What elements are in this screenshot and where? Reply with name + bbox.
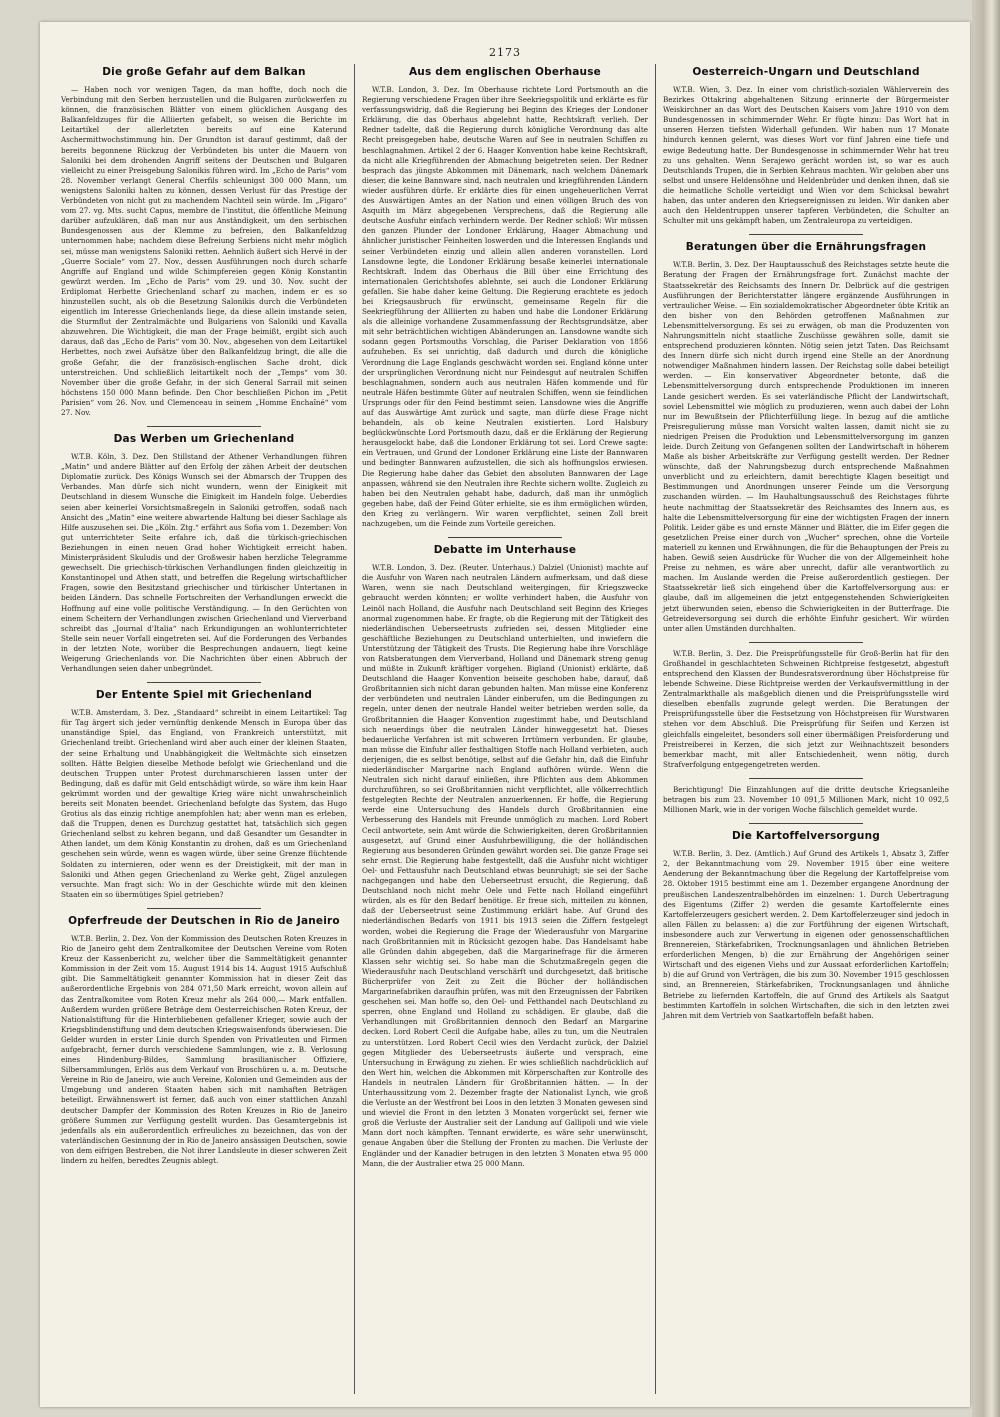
column-2	[355, 60, 655, 1400]
column-1	[54, 60, 354, 1400]
headline: Beratungen über die Ernährungsfragen	[685, 241, 927, 254]
headline: Debatte im Unterhause	[433, 544, 577, 557]
columns	[54, 60, 956, 1400]
divider	[448, 537, 562, 538]
headline: Aus dem englischen Oberhause	[408, 66, 601, 78]
divider	[749, 642, 863, 643]
article-preispruefung	[663, 649, 949, 770]
headline: Oesterreich-Ungarn und Deutschland	[692, 66, 920, 78]
article-balkan	[61, 66, 347, 418]
divider	[749, 778, 863, 779]
article-body: Berichtigung! Die Einzahlungen auf die dritte deutsche Kriegsanleihe betragen bis zum 23. November 10 091,5 Millionen Mark, nicht 10 092,5 Millionen Mark, wie in der vorigen Woche fälschlich gemeldet wurde.	[663, 784, 949, 815]
article-rio	[61, 915, 347, 1166]
divider	[749, 823, 863, 824]
article-body: W.T.B. Amsterdam, 3. Dez. „Standaard“ schreibt in einem Leitartikel: Tag für Tag ärgert sich jeder vernünftig denkende Mensch in Europa über das unanständige Spiel, das England, von Frankreich unterstützt, mit Griechenland treibt. Griechenland wird aber auch einer der kleinen Staaten, der seine Erhaltung und Unabhängigkeit die Weltmächte sich einsetzen sollten. Hätte Belgien dieselbe Methode befolgt wie Griechenland und die deutschen Truppen unter Protest durchmarschieren lassen unter der Bedingung, daß es dafür mit Geld entschädigt würde, so wäre ihm kein Haar gekrümmt worden und der gewaltige Krieg wäre nicht unwahrscheinlich bereits seit Monaten beendet. Griechenland befolgte das System, das Hugo Grotius als das einzig richtige anempfohlen hat; aber wenn man es erleben, daß die Truppen, denen es Durchzug gestattet hat, tatsächlich sich gegen Griechenland selbst zu kehren begann, und daß Gesandter um Gesandter in Athen landet, um dem König Konstantin zu drohen, daß es um Griechenland geschehen sein würde, wenn es wagen würde, über seine Grenze flüchtende Soldaten zu internieren, oder wenn es der Dreistigkeit, mit der man in Saloniki und Athen gegen Griechenland zu Werke geht, Zügel anzulegen versuchte. Man fragt sich: Wo in der Geschichte würde mit den kleinen Staaten ein so übermütiges Spiel getrieben?	[61, 708, 347, 899]
article-body: — Haben noch vor wenigen Tagen, da man hoffte, doch noch die Verbindung mit den Serben herzustellen und die Bulgaren zurückwerfen zu können, die französischen Blätter von einem glücklichen Ausgang des Balkanfeldzuges für die Alliierten gefabelt, so weisen die Berichte im Leitartikel der allerletzten bereits auf eine Katerund Aschermittwochstimmung hin. Der Grundton ist darauf gestimmt, daß der bereits begonnene Rückzug der Verbündeten bis unter die Mauern von Saloniki bei dem drohenden Angriff seitens der Deutschen und Bulgaren vielleicht zu einer Preisgebung Salonikis führen wird. Im „Echo de Paris“ vom 28. November verlangt General Cherfils schleunigst 300 000 Mann, um wenigstens Saloniki halten zu können, dessen Verlust für das Prestige der Verbündeten von nicht gut zu machendem Nachteil sein würde. Im „Figaro“ vom 27. vg. Mts. sucht Capus, membre de l'institut, die öffentliche Meinung darüber aufzuklären, daß man nur aus Anständigkeit, um den serbischen Bundesgenossen aus der Klemme zu befreien, den Balkanfeldzug unternommen habe; nachdem diese Befreiung Serbiens nicht mehr möglich sei, müsse man wenigstens Saloniki retten. Aehnlich äußert sich Hervé in der „Guerre Sociale“ vom 27. Nov., dessen Ausführungen noch durch scharfe Angriffe auf England und wilde Schimpfereien gegen König Konstantin gewürzt werden. Im „Echo de Paris“ vom 29. und 30. Nov. sucht der Erdiplomat Herbette Griechenland scharf zu machen, indem er es so hinzustellen sucht, als ob die Besetzung Salonikis durch die Verbündeten eigentlich im Interesse Griechenlands liege, da diese allein imstande seien, die Sturmflut der Zentralmächte und Bulgariens von Saloniki und Kavalla abzuwehren. Die Wichtigkeit, die man der Frage beimißt, ergibt sich auch daraus, daß das „Echo de Paris“ vom 30. Nov., abgesehen von dem Leitartikel Herbettes, noch zwei Aufsätze über den Balkanfeldzug bringt, die alle die große Gefahr, die der französisch-englischen Sache droht, dick unterstreichen. Und schließlich leitartikelt noch der „Temps“ vom 30. November über die große Gefahr, in der sich General Sarrail mit seinen höchstens 150 000 Mann befinde. Den Chor beschließen Pichon im „Petit Parisien“ vom 26. Nov. und Clemenceau in seinem „Homme Enchaîné“ vom 27. Nov.	[61, 85, 347, 417]
article-entente	[61, 689, 347, 900]
article-oberhaus	[362, 66, 648, 529]
article-body: W.T.B. Köln, 3. Dez. Den Stillstand der Athener Verhandlungen führen „Matin“ und andere Blätter auf den Erfolg der zähen Arbeit der deutschen Diplomatie zurück. Des Königs Wunsch sei der Abmarsch der Truppen des Verbandes. Man dürfe sich nicht wundern, wenn der Einigkeit mit Deutschland in diesem Wunsche die Einigkeit im Handeln folge. Ueberdies seien aber keinerlei Vorsichtsmaßregeln in Saloniki getroffen, sodaß nach Ansicht des „Matin“ eine weitere abwartende Haltung bei dieser Sachlage als Hilfe auszusehen sei. Die „Köln. Ztg.“ erfährt aus Sofia vom 1. Dezember: Von gut unterrichteter Seite erfahre ich, daß die türkisch-griechischen Beziehungen in einen neuen Grad hoher Wichtigkeit erreicht haben. Ministerpräsident Skuludis und der Großwesir haben herzliche Telegramme gewechselt. Die griechisch-türkischen Verhandlungen finden gleichzeitig in Konstantinopel und Athen statt, und betreffen die Regelung wirtschaftlicher Fragen, sowie den Besitzstand griechischer und türkischer Untertanen in beiden Ländern. Das schnelle Fortschreiten der Verhandlungen erweckt die Hoffnung auf eine volle politische Verständigung. — In den Gerüchten von einem Scheitern der Verhandlungen zwischen Griechenland und Vierverband schreibt das „Journal d'Italia“ nach Erkundigungen an wohlunterrichteter Stelle sein neuer Vorfall eingetreten sei. Auf die Forderungen des Verbandes in der letzten Note, worüber die Besprechungen andauern, liegt keine Weigerung Griechenlands vor. Die Nachrichten über einen Abbruch der Verhandlungen seien daher unbegründet.	[61, 452, 347, 674]
article-griechenland	[61, 433, 347, 674]
headline: Die Kartoffelversorgung	[732, 830, 880, 843]
divider	[147, 908, 261, 909]
article-berichtigung	[663, 785, 949, 815]
page-edge	[972, 0, 1000, 1417]
article-kartoffel	[663, 830, 949, 1021]
article-body: W.T.B. Berlin, 3. Dez. (Amtlich.) Auf Grund des Artikels 1, Absatz 3, Ziffer 2, der Bekanntmachung vom 29. November 1915 über eine weitere Aenderung der Bekanntmachung über die Regelung der Kartoffelpreise vom 28. Oktober 1915 bestimmt eine am 1. Dezember ergangene Anordnung der preußischen Landeszentralbehörden im einzelnen: 1. Durch Uebertragung des Eigentums (Ziffer 2) werden die gesamte Kartoffelernte eines Kartoffelerzeugers gesichert werden. 2. Dem Kartoffelerzeuger sind jedoch in allen Fällen zu belassen: a) die zur Fortführung der eigenen Wirtschaft, insbesondere auch zur Verwertung in eigenen oder genossenschaftlichen Brennereien, Stärkefabriken, Trocknungsanlagen und ähnlichen Betrieben erforderlichen Mengen, b) die zur Ernährung der Angehörigen seiner Wirtschaft und des eigenen Viehs und zur Aussaat erforderlichen Kartoffeln; b) die auf Grund von Verträgen, die bis zum 30. November 1915 geschlossen sind, an Brennereien, Stärkefabriken, Trocknungsanlagen und ähnliche Betriebe zu liefernden Kartoffeln, die auf Grund des Artikels als Saatgut bestimmten Kartoffeln in solchen Wirtschaften, die sich in den letzten zwei Jahren mit dem Vertrieb von Saatkartoffeln befaßt haben.	[663, 849, 949, 1020]
headline: Opferfreude der Deutschen in Rio de Janeiro	[68, 914, 340, 927]
column-3	[656, 60, 956, 1400]
article-body: W.T.B. Berlin, 3. Dez. Die Preisprüfungsstelle für Groß-Berlin hat für den Großhandel in geschlachteten Schweinen Richtpreise festgesetzt, abgestuft entsprechend den Klassen der Bundesratsverordnung über Höchstpreise für lebende Schweine. Diese Richtpreise werden der Verkaufsvermittlung in der Zentralmarkthalle als maßgeblich dienen und die Preisprüfungsstelle wird dieselben ebenfalls zugrunde gelegt werden. Die Beratungen der Preisprüfungsstelle über die Festsetzung von Höchstpreisen für Wurstwaren stehen vor dem Abschluß. Die Preisprüfung für Seifen und Kerzen ist gleichfalls eingeleitet, besonders soll einer übermäßigen Preisforderung und Preistreiberei in Kerzen, die sich jetzt zur Weihnachtszeit besonders bemerkbar macht, mit aller Entschiedenheit, wenn nötig, durch Strafverfolgung entgegengetreten werden.	[663, 648, 949, 769]
headline: Die große Gefahr auf dem Balkan	[102, 66, 306, 78]
divider	[147, 426, 261, 427]
headline: Der Entente Spiel mit Griechenland	[95, 689, 313, 702]
divider	[749, 234, 863, 235]
page-number: 2173	[489, 46, 521, 59]
divider	[147, 682, 261, 683]
article-body: W.T.B. London, 3. Dez. Im Oberhause richtete Lord Portsmouth an die Regierung verschiedene Fragen über ihre Seekriegspolitik und erklärte es für verfassungswidrig, daß die Regierung bei Beginn des Krieges der Londoner Erklärung, die das Oberhaus abgelehnt hatte, Rechtskraft verlieh. Der Redner tadelte, daß die Regierung durch königliche Verordnung das alte Recht preisgegeben habe, deutsche Waren auf See in neutralen Schiffen zu beschlagnahmen. Artikel 2 der 6. Haager Konvention habe keine Rechtskraft, da nicht alle Kriegführenden der Abmachung beigetreten seien. Der Redner besprach das jüngste Abkommen mit Dänemark, nach welchem Dänemark dieser, die keine Bannware sind, nach neutralen und kriegführenden Ländern wieder ausführen dürfe. Er erklärte dies für einen ungeheuerlichen Verrat des Auswärtigen Amtes an der Nation und einen völligen Bruch des von Asquith im März abgegebenen Versprechens, daß die Regierung alle deutsche Ausfuhr einfach verhindern werde. Der Redner schloß: Wir müssen den ganzen Plunder der Londoner Erklärung, Haager Abmachung und ähnlicher juristischer Feinheiten loswerden und die Interessen Englands und seiner Verbündeten einzig und allein allen anderen voranstellen. Lord Lansdowne legte, die Londoner Erklärung besaße keinerlei internationale Rechtskraft. Indem das Oberhaus die Bill über eine Errichtung des internationalen Gerichtshofes ablehnte, sei auch die Londoner Erklärung gefallen. Sie habe daher keine Geltung. Die Regierung erachtete es jedoch bei Kriegsausbruch für erwünscht, gemeinsame Regeln für die Seekriegführung der Alliierten zu haben und habe die Londoner Erklärung als die alleinige vorhandene Zusammenfassung der Rechtsgrundsätze, aber mit sehr beträchtlichen wichtigen Abänderungen an. Lansdowne wandte sich sodann gegen Portsmouths Vorschlag, die Pariser Deklaration von 1856 aufzuheben. Es sei unrichtig, daß dadurch und durch die königliche Verordnung die Lage Englands geschwächt worden sei. England könne unter der ursprünglichen Verordnung nicht nur Feindesgut auf neutralen Schiffen beschlagnahmen, sondern auch aus neutralen Häfen kommende und für neutrale Häfen bestimmte Güter auf neutralen Schiffen, wenn sie feindlichen Ursprungs oder für den Feind bestimmt seien. Lansdowne wies die Angriffe auf das Auswärtige Amt zurück und sagte, man dürfe diese Frage nicht behandeln, als ob keine Neutralen existierten. Lord Halsbury beglückwünschte Lord Portsmouth dazu, daß er die Erklärung der Regierung herausgelockt habe, daß die Londoner Erklärung tot sei. Lord Crewe sagte: ein Vertrauen, und Grund der Londoner Erklärung eine Liste der Bannwaren und bedingter Bannwaren aufzustellen, die sich als hoffnungslos erwiesen. Die Regierung habe daher das Gebiet den absoluten Bannwaren der Lage anpassen, während sie den Neutralen ihre Rechte sichern wollte. Zugleich zu haben bei den Neutralen gehabt habe, dadurch, daß man ihr unmöglich gegeben habe, daß der Feind Güter erhielte, sie es ihm ermöglichen würden, den Krieg zu verlängern. Wir waren verpflichtet, seinen Zoll breit nachzugeben, um die Feinde zum Vorteile gereichen.	[362, 85, 648, 529]
article-body: W.T.B. London, 3. Dez. (Reuter. Unterhaus.) Dalziel (Unionist) machte auf die Ausfuhr von Waren nach neutralen Ländern aufmerksam, und daß diese Waren, wenn sie nach Deutschland weitergingen, für Kriegszwecke gebraucht werden könnten; er wollte verhindert haben, die Ausfuhr von Leinöl nach Holland, die Ausfuhr nach Deutschland seit Beginn des Krieges anormal zugenommen habe. Er fragte, ob die Regierung mit der Tätigkeit des niederländischen Ueberseetrusts zufrieden sei, dessen Mitglieder eine geschäftliche Beziehungen zu Deutschland unterhielten, und inwiefern die Unterstützung der Tätigkeit des Trusts. Die Regierung habe ihre Vorschläge von Ratsberatungen dem Vierverband, Holland und Dänemark streng genug und müßte in Zukunft kräftiger vorgehen. Bigland (Unionist) erklärte, daß Deutschland die Haager Konvention beiseite geschoben habe, darauf, daß Großbritannien sich nicht daran gebunden halten. Man müsse eine Konferenz der verbündeten und neutralen Länder einberufen, um die Bedingungen zu regeln, unter denen der neutrale Handel weiter betrieben werden solle, da Großbritannien die Haager Konvention zugestimmt habe, und Deutschland sich neuerdings über die neutralen Länder hinweggesetzt hat. Dieses bedauerliche Verfahren ist mit schweren Irrtümern verbunden. Er glaube, man müsse die Einfuhr aller festhaltigen Stoffe nach Holland verbieten, auch derjenigen, die es selbst benötige, selbst auf die Gefahr hin, daß die Einfuhr niederländischer Margarine nach England aufhören würde. Wenn die Neutralen sich nicht darauf einließen, ihre Pflichten aus dem Abkommen durchzuführen, so sei Großbritannien nicht verpflichtet, alle völkerrechtlich festgelegten Rechte der Neutralen anzuerkennen. Er hoffe, die Regierung werde eine Untersuchung des Handels durch Großbritannien eine Verbesserung des Handels mit Freunde unmöglich zu machen. Lord Robert Cecil antwortete, sein Amt würde die Schwierigkeiten, deren Großbritannien ausgesetzt, auf Grund einer Ausfuhrbewilligung, die der holländischen Regierung aus besonderen Gründen gewährt worden sei. Die ganze Frage sei sehr ernst. Die Regierung habe festgestellt, daß die Ausfuhr nicht wichtiger Oel- und Fettausfuhr nach Deutschland etwas beunruhigt; sie sei der Sache nachgegangen und habe den Ueberseetrust ersucht, die Regierung, daß Deutschland noch nicht mehr Oele und Fette nach Holland eingeführt würden, als es für den Bedarf benötige. Er freue sich, mitteilen zu können, daß der Ueberseetrust seine Zustimmung erklärt habe. Auf Grund des niederländischen Bedarfs von 1911 bis 1913 seien die Ziffern festgelegt worden, wobei die Regierung die Frage der Wiederausfuhr von Margarine nach Großbritannien mit in Rücksicht gezogen habe. Das Handelsamt habe alle Gründen dahin abgegeben, daß die Margarinefrage für die ärmeren Klassen sehr wichtig sei. So habe man die Schutzmaßregeln gegen die Wiederausfuhr nach Deutschland verschärft und durchgesetzt, daß britische Bücherprüfer von Zeit zu Zeit die Bücher der holländischen Margarinefabriken daraufhin prüfen, was mit den Erzeugnissen der Fabriken geschehen sei. Man hoffe so, den Oel- und Fetthandel nach Deutschland zu sperren, ohne England und Holland zu schädigen. Er glaube, daß die Verhandlungen mit Großbritannien dennoch den Bedarf an Margarine decken. Lord Robert Cecil die Aufgabe habe, alles zu tun, um die Neutralen zu unterstützen. Lord Robert Cecil wies den Verdacht zurück, der Dalziel gegen Mitglieder des Ueberseetrusts äußerte und versprach, eine Untersuchung in Erwägung zu ziehen. Er wies schließlich nachdrücklich auf den Wert hin, welchen die Abkommen mit Körperschaften zur Kontrolle des Handels in neutralen Ländern für Großbritannien hätten. — In der Unterhaussitzung vom 2. Dezember fragte der Nationalist Lynch, wie groß die Verluste an der Westfront bei Loos in den letzten 3 Monaten gewesen sind und wieviel die Front in den letzten 3 Monaten vorgerückt sei, ferner wie groß die Verluste der Australier seit der Landung auf Gallipoli und wie viele Mann dort noch kämpften. Tennant erwiderte, es wäre sehr unerwünscht, genaue Angaben über die Stellung der Fronten zu machen. Die Verluste der Engländer und der Kanadier betrugen in den letzten 3 Monaten etwa 95 000 Mann, die der Australier etwa 25 000 Mann.	[362, 563, 648, 1168]
headline: Das Werben um Griechenland	[113, 433, 295, 446]
article-oesterreich	[663, 66, 949, 226]
article-body: W.T.B. Wien, 3. Dez. In einer vom christlich-sozialen Wählerverein des Bezirkes Ottakring abgehaltenen Sitzung erinnerte der Bürgermeister Weiskirchner an das Wort des Deutschen Kaisers vom Jahre 1910 von dem Bundesgenossen in schimmernder Wehr. Er fügte hinzu: Das Wort hat in unseren Herzen tiefsten Widerhall gefunden. Wir haben nun 17 Monate hindurch kennen gelernt, was dieses Wort vor fünf Jahren eine tiefe und ewige Bedeutung hatte. Der Bundesgenosse in schimmernder Wehr hat treu zu uns gehalten. Wenn Serajewo gerächt worden ist, so war es auch Deutschlands Trupen, die in Serbien Kehraus machten. Wir geloben aber uns selbst und unsere Heldensöhne und Heldenbrüder und denken ihnen, daß sie die heimatliche Scholle verteidigt und Wien vor dem Schicksal bewahrt haben, das unter anderen den Kriegsereignissen zu leiden. Wir danken aber auch den Heldentruppen unserer tapferen Verbündeten, die Schulter an Schulter mit uns gekämpft haben, um Zentraleuropa zu verteidigen.	[663, 85, 949, 226]
article-body: W.T.B. Berlin, 2. Dez. Von der Kommission des Deutschen Roten Kreuzes in Rio de Janeiro geht dem Zentralkomitee der Deutschen Vereine vom Roten Kreuz der Kassenbericht zu, welcher über die Sammeltätigkeit genannter Kommission in der Zeit vom 15. August 1914 bis 14. August 1915 Aufschluß gibt. Die Sammeltätigkeit genannter Kommission hat in dieser Zeit das außerordentliche Ergebnis von 284 071,50 Mark erreicht, wovon allein auf das Zentralkomitee vom Roten Kreuz mehr als 264 000,— Mark entfallen. Außerdem wurden größere Beträge dem Oesterreichischen Roten Kreuz, der Nationalstiftung für die Hinterbliebenen gefallener Krieger, sowie auch der Kriegsblindenstiftung und dem deutschen Kriegswaisenfonds überwiesen. Die Gelder wurden in erster Linie durch Spenden von Privatleuten und Firmen aufgebracht, ferner durch verschiedene Sammlungen, wie z. B. Verlosung eines Hindenburg-Bildes, Sammlung brasilianischer Offiziere, Silbersammlungen, Erlös aus dem Verkauf von Broschüren u. a. m. Deutsche Vereine in Rio de Janeiro, wie auch Vereine, Kolonien und Gemeinden aus der Umgebung und anderen Staaten haben sich mit namhaften Beträgen beteiligt. Erwähnenswert ist ferner, daß auch von einer stattlichen Anzahl deutscher Dampfer der Kommission des Roten Kreuzes in Rio de Janeiro größere Summen zur Verfügung gestellt wurden. Das Gesamtergebnis ist jedenfalls als ein außerordentlich erfreuliches zu bezeichnen, das von der vaterländischen Gesinnung der in Rio de Janeiro ansässigen Deutschen, sowie von dem eifrigen Bestreben, die Not ihrer Landsleute in dieser schweren Zeit lindern zu helfen, beredtes Zeugnis ablegt.	[61, 933, 347, 1165]
article-body: W.T.B. Berlin, 3. Dez. Der Hauptausschuß des Reichstages setzte heute die Beratung der Fragen der Ernährungsfrage fort. Zunächst machte der Staatssekretär des Reichsamts des Innern Dr. Delbrück auf die gestrigen Ausführungen der Berichterstatter längere ergänzende Ausführungen in vertraulicher Weise. — Ein sozialdemokratischer Abgeordneter übte Kritik an den bisher von den Behörden getroffenen Maßnahmen zur Lebensmittelversorgung. Es sei zu erwägen, ob man die Produzenten von Nahrungsmitteln nicht staatliche Zuschüsse gewähren solle, damit sie entsprechend produzieren könnten. Nötig seien jetzt Taten. Das Reichsamt des Innern dürfe sich nicht durch irgend eine Stelle an der Anordnung notwendiger Maßnahmen hindern lassen. Der Reichstag solle dabei beteiligt werden. — Ein konservativer Abgeordneter betonte, daß die Lebensmittelversorgung durch entsprechende Produktionen im inneren Lande gesichert werden. Es sei vaterländische Pflicht der Landwirtschaft, soviel Lebensmittel wie möglich zu produzieren, wenn auch dabei der Lohn nur im Bewußtsein der Pflichterfüllung liege. In bezug auf die amtliche Preisregulierung müsse man Vorsicht walten lassen, damit nicht sie zu niedrigen Preisen die Produktion und Lebensmittelversorgung im ganzen leide. Durch Zeitung von Gefangenen sollten der Landwirtschaft in höherem Maße als bisher Arbeitskräfte zur Verfügung gestellt werden. Der Redner wünschte, daß der Nahrungsbezug durch entsprechende Maßnahmen unverblicht und zu erleichtern, damit berechtigte Klagen beseitigt und Bestimmungen und Anordnungen unserer Feinde um die Versorgung zuschanden würden. — Im Hauhaltungsausschuß des Reichstages führte heute nachmittag der Staatssekretär des Reichsamtes des Innern aus, es halte die Lebensmittelversorgung für eine der wichtigsten Fragen der innern Politik. Leider gäbe es und ernste Männer und Blätter, die im Eifer gegen die gesetzlichen Preise einer durch von „Wucher“ sprechen, ohne die Vorteile materiell zu kennen und Erwähnungen, die für die Behauptungen der Preis zu haben. Gewiß seien Ausdrücke für Wucher die von der Allgemeinheit hohe Preise zu nehmen, es wäre aber unrecht, dafür alle verantwortlich zu machen. Im Auslande werden die Preise außerordentlich gestiegen. Der Staatssekretär ließ sich eingehend über die Kartoffelversorgung aus: er glaube, daß im allgemeinen die jetzt entgegenstehenden Schwierigkeiten jetzt überwunden seien, ebenso die Schwierigkeiten in der Butterfrage. Die Getreideversorgung sei durch die erhöhte Einfuhr gesichert. Wir würden unter allen Umständen durchhalten.	[663, 260, 949, 633]
article-unterhaus	[362, 544, 648, 1169]
newspaper-page	[40, 22, 970, 1407]
article-ernaehrung	[663, 241, 949, 633]
